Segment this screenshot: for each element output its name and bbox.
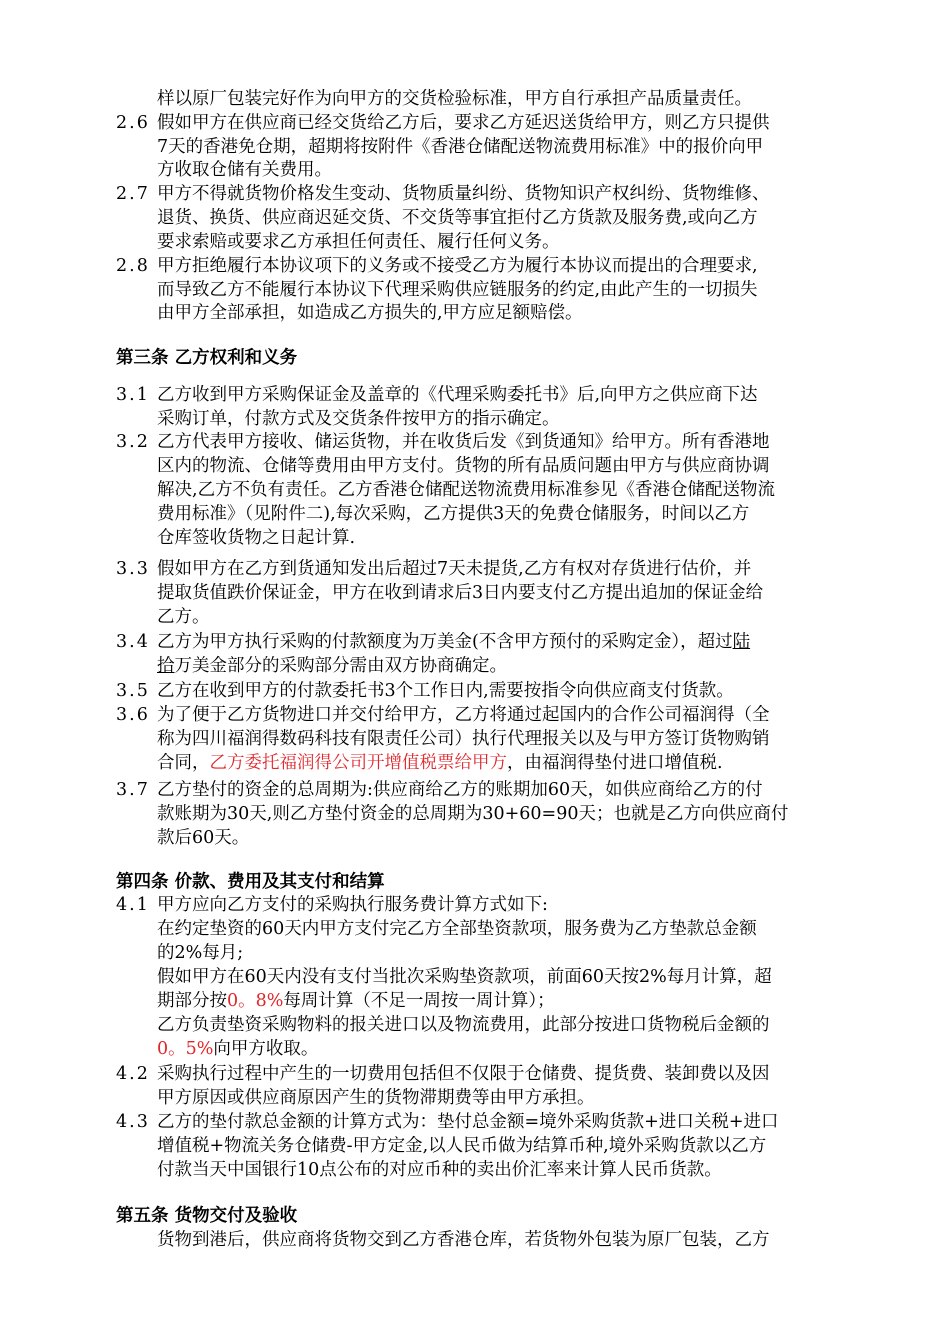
clause-text-line [157,479,775,503]
text-segment: 每周计算（不足一周按一周计算）； [283,991,555,1011]
text-segment: 费用标准》（见附件二),每次采购，乙方提供3天的免费仓储服务，时间以乙方 [157,504,750,524]
clause-text-line [157,655,507,679]
text-segment: 7天的香港免仓期，超期将按附件《香港仓储配送物流费用标准》中的报价向甲 [157,137,764,157]
clause-text-line [157,779,763,803]
text-segment: 期部分按 [157,991,227,1011]
clause-number: 3.1 [116,385,150,405]
clause-text-line [157,582,763,606]
text-segment: 假如甲方在乙方到货通知发出后超过7天未提货,乙方有权对存货进行估价，并 [157,559,752,579]
clause-text-line [157,918,757,942]
text-segment: 采购执行过程中产生的一切费用包括但不仅限于仓储费、提货费、装卸费以及因 [157,1064,770,1084]
text-segment: 乙方。 [157,607,210,627]
text-segment: 货物到港后，供应商将货物交到乙方香港仓库，若货物外包装为原厂包装，乙方 [157,1230,770,1250]
text-segment: 采购订单，付款方式及交货条件按甲方的指示确定。 [157,409,560,429]
clause-text-line [157,207,758,231]
clause-text-line [157,704,770,728]
underlined-text: 拾 [157,656,175,676]
text-segment: 增值税+物流关务仓储费-甲方定金,以人民币做为结算币种,境外采购货款以乙方 [157,1136,767,1156]
text-segment: 由甲方全部承担，如造成乙方损失的,甲方应足额赔偿。 [157,303,583,323]
clause-text-line [157,558,751,582]
section-heading: 第五条 货物交付及验收 [116,1206,298,1226]
text-segment: 乙方代表甲方接收、储运货物，并在收货后发《到货通知》给甲方。所有香港地 [157,432,770,452]
text-segment: 万美金部分的采购部分需由双方协商确定。 [174,656,507,676]
text-segment: 甲方不得就货物价格发生变动、货物质量纠纷、货物知识产权纠纷、货物维修、 [157,184,770,204]
clause-number: 4.2 [116,1064,150,1084]
clause-number: 3.5 [116,681,150,701]
text-segment: 假如甲方在供应商已经交货给乙方后，要求乙方延迟送货给甲方，则乙方只提供 [157,113,770,133]
text-segment: 款后60天。 [157,828,250,848]
text-segment: 方收取仓储有关费用。 [157,160,332,180]
text-segment: 称为四川福润得数码科技有限责任公司）执行代理报关以及与甲方签订货物购销 [157,729,770,749]
clause-number: 4.1 [116,895,150,915]
text-segment: 退货、换货、供应商迟延交货、不交货等事宜拒付乙方货款及服务费,或向乙方 [157,208,758,228]
clause-text-line [157,990,555,1014]
clause-text-line [157,1135,766,1159]
text-segment: 乙方在收到甲方的付款委托书3个工作日内,需要按指令向供应商支付货款。 [157,681,734,701]
text-segment: 解决,乙方不负有责任。乙方香港仓储配送物流费用标准参见《香港仓储配送物流 [157,480,776,500]
clause-text-line [157,1014,770,1038]
highlighted-text: 乙方委托福润得公司开增值税票给甲方 [209,753,507,773]
text-segment: 乙方负责垫资采购物料的报关进口以及物流费用，此部分按进口货物税后金额的 [157,1015,770,1035]
text-segment: 乙方垫付的资金的总周期为:供应商给乙方的账期加60天，如供应商给乙方的付 [157,780,763,800]
clause-number: 3.3 [116,559,150,579]
clause-text-line [157,1063,770,1087]
clause-text-line [157,606,210,630]
clause-number: 4.3 [116,1112,150,1132]
text-segment: ，由福润得垫付进口增值税. [507,753,723,773]
text-segment: 样以原厂包装完好作为向甲方的交货检验标准，甲方自行承担产品质量责任。 [157,89,752,109]
clause-text-line [157,431,770,455]
clause-text-line [157,1111,779,1135]
clause-number: 3.7 [116,780,150,800]
text-segment: 在约定垫资的60天内甲方支付完乙方全部垫资款项，服务费为乙方垫款总金额 [157,919,757,939]
clause-text-line [157,88,752,112]
clause-text-line [157,631,750,655]
text-segment: 而导致乙方不能履行本协议下代理采购供应链服务的约定,由此产生的一切损失 [157,280,758,300]
clause-text-line [157,503,749,527]
clause-number: 2.6 [116,113,150,133]
clause-text-line [157,1087,595,1111]
clause-number: 3.2 [116,432,150,452]
text-segment: 提取货值跌价保证金，甲方在收到请求后3日内要支付乙方提出追加的保证金给 [157,583,764,603]
clause-text-line [157,1229,770,1253]
text-segment: 甲方应向乙方支付的采购执行服务费计算方式如下: [157,895,548,915]
text-segment: 乙方收到甲方采购保证金及盖章的《代理采购委托书》后,向甲方之供应商下达 [157,385,758,405]
underlined-text: 陆 [732,632,751,652]
text-segment: 合同， [157,753,210,773]
text-segment: 的2%每月; [157,943,244,963]
highlighted-text: 0。5% [157,1039,214,1059]
clause-text-line [157,680,734,704]
clause-text-line [157,942,243,966]
clause-text-line [157,527,355,551]
clause-text-line [157,455,770,479]
clause-text-line [157,231,560,255]
clause-text-line [157,183,770,207]
clause-text-line [157,279,758,303]
clause-text-line [157,159,332,183]
text-segment: 假如甲方在60天内没有支付当批次采购垫资款项，前面60天按2%每月计算，超 [157,967,772,987]
section-heading: 第三条 乙方权利和义务 [116,348,298,368]
text-segment: 向甲方收取。 [213,1039,319,1059]
clause-text-line [157,112,770,136]
clause-text-line [157,384,758,408]
text-segment: 为了便于乙方货物进口并交付给甲方，乙方将通过起国内的合作公司福润得（全 [157,705,770,725]
clause-text-line [157,728,770,752]
text-segment: 区内的物流、仓储等费用由甲方支付。货物的所有品质问题由甲方与供应商协调 [157,456,770,476]
clause-text-line [157,894,548,918]
clause-text-line [157,1038,318,1062]
text-segment: 付款当天中国银行10点公布的对应币种的卖出价汇率来计算人民币货款。 [157,1160,722,1180]
section-heading: 第四条 价款、费用及其支付和结算 [116,872,385,892]
clause-number: 3.4 [116,632,150,652]
clause-text-line [157,966,772,990]
clause-text-line [157,752,723,776]
highlighted-text: 0。8% [227,991,284,1011]
text-segment: 要求索赔或要求乙方承担任何责任、履行任何义务。 [157,232,560,252]
clause-text-line [157,408,560,432]
text-segment: 款账期为30天,则乙方垫付资金的总周期为30+60=90天；也就是乙方向供应商付 [157,804,789,824]
clause-text-line [157,1159,722,1183]
text-segment: 仓库签收货物之日起计算. [157,528,356,548]
clause-text-line [157,827,249,851]
clause-text-line [157,302,583,326]
text-segment: 甲方原因或供应商原因产生的货物滞期费等由甲方承担。 [157,1088,595,1108]
text-segment: 甲方拒绝履行本协议项下的义务或不接受乙方为履行本协议而提出的合理要求, [157,256,758,276]
text-segment: 乙方为甲方执行采购的付款额度为万美金(不含甲方预付的采购定金），超过 [157,632,733,652]
clause-number: 2.8 [116,256,150,276]
clause-number: 2.7 [116,184,150,204]
clause-text-line [157,803,788,827]
clause-number: 3.6 [116,705,150,725]
text-segment: 乙方的垫付款总金额的计算方式为：垫付总金额=境外采购货款+进口关税+进口 [157,1112,779,1132]
clause-text-line [157,136,763,160]
clause-text-line [157,255,758,279]
